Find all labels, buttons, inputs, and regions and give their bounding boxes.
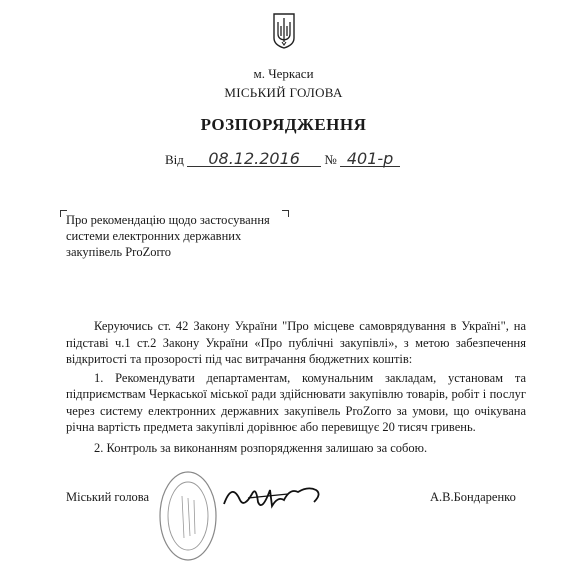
date-prefix: Від (165, 152, 184, 167)
date-number-row (165, 149, 400, 168)
subject-line-1: Про рекомендацію щодо застосування (66, 213, 270, 227)
item-2-paragraph: 2. Контроль за виконанням розпорядження залишаю за собою. (94, 440, 428, 455)
signatory-name: А.В.Бондаренко (430, 490, 516, 504)
number-value: 401-р (340, 152, 400, 167)
trident-emblem-icon (272, 12, 296, 50)
handwritten-signature (218, 472, 328, 517)
signature-position: Міський голова (66, 490, 150, 504)
date-value: 08.12.2016 (187, 152, 321, 167)
city-label: м. Черкаси (253, 66, 314, 81)
subject-line-2: системи електронних державних (66, 229, 242, 243)
document-title: РОЗПОРЯДЖЕННЯ (200, 115, 367, 134)
item-1-paragraph: 1. Рекомендувати департаментам, комунальним закладам, установам та підприємствам Черкаської міської ради здійснювати закупівлю товарів, робіт і послуг через систему електронних державних закупівель ProZorro за умови, що очікувана річна вартість предмета закупівлі дорівнює або перевищує 20 тисяч гривень. (66, 370, 526, 434)
official-stamp-icon (150, 468, 220, 563)
subject-line-3: закупівель ProZorro (66, 245, 172, 259)
subject-block (66, 212, 296, 260)
authority-heading: МІСЬКИЙ ГОЛОВА (224, 85, 343, 100)
preamble-paragraph: Керуючись ст. 42 Закону України "Про місцеве самоврядування в Україні", на підставі ч.1 ст.2 Закону України «Про публічні закупівлі», з метою забезпечення відкритості та прозорості під час витрачання бюджетних коштів: (66, 319, 526, 366)
document-body (66, 318, 526, 456)
number-prefix: № (324, 152, 337, 167)
